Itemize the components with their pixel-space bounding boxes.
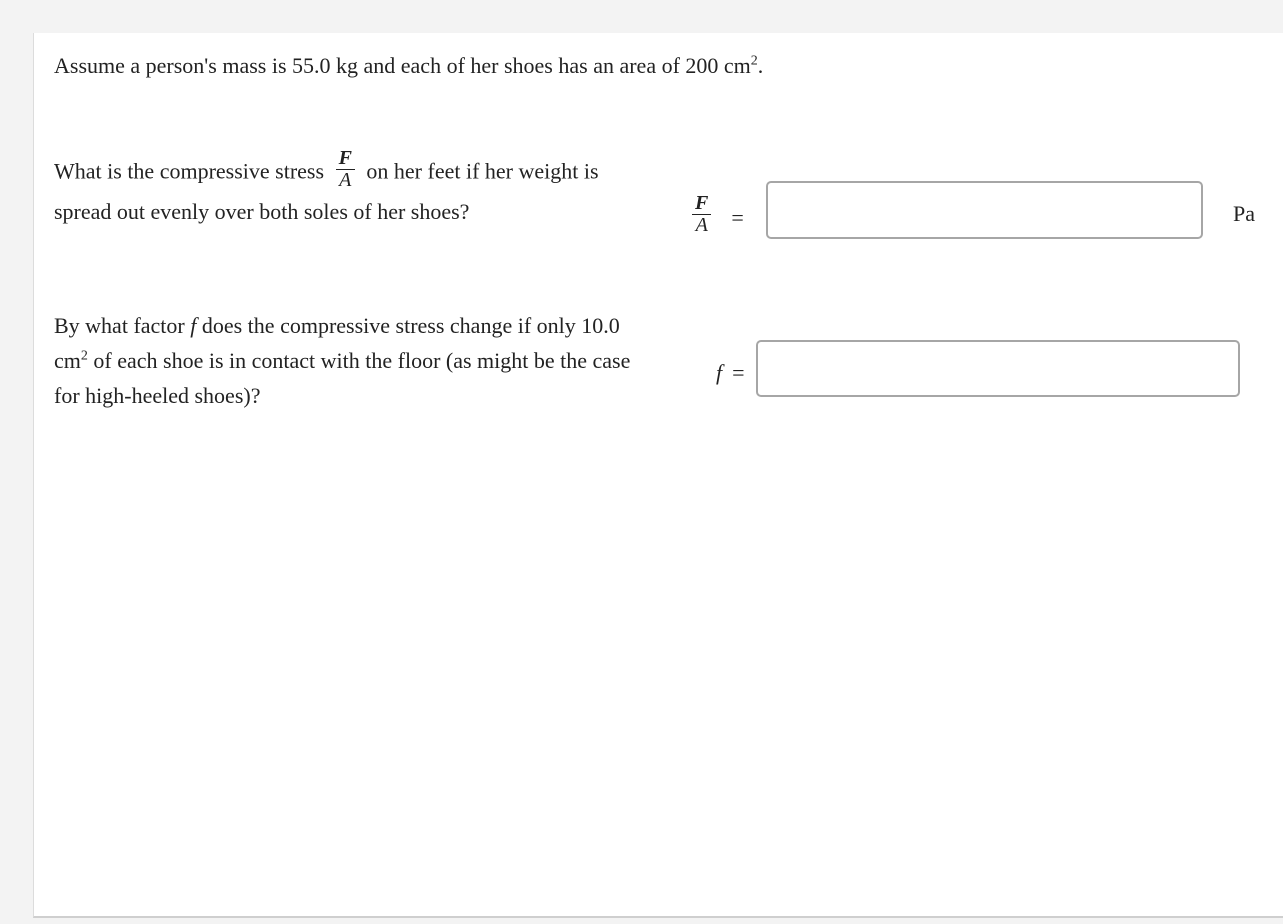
answer-1-fraction [692, 191, 711, 236]
answer-2-equals: = [732, 360, 745, 385]
question-card [33, 33, 1283, 918]
question-1-text [54, 147, 654, 229]
q1-text-before: What is the compressive stress [54, 158, 325, 184]
problem-statement [54, 51, 763, 81]
q1-text-after: on her feet if her weight is spread out evenly over both soles of her shoes? [54, 158, 599, 224]
unit-label-pa: Pa [1233, 201, 1255, 226]
q2-text-mid: does the compressive stress change if only 10.0 cm [54, 313, 620, 373]
answer-2-label [686, 355, 745, 391]
question-2-text [54, 308, 654, 413]
intro-period: . [757, 53, 764, 78]
answer-2-variable: f [716, 360, 723, 385]
q2-superscript: 2 [80, 348, 88, 364]
fraction-denominator: A [339, 169, 352, 191]
factor-variable: f [190, 313, 197, 338]
factor-answer-input[interactable] [756, 340, 1240, 397]
q2-text-after: of each shoe is in contact with the floor (as might be the case for high-heeled shoes)? [54, 348, 631, 408]
intro-superscript: 2 [750, 53, 758, 69]
fraction-numerator: F [336, 149, 355, 170]
answer-1-equals: = [731, 205, 744, 230]
stress-answer-input[interactable] [766, 181, 1203, 239]
stress-fraction [336, 149, 355, 190]
q2-text-before: By what factor [54, 313, 185, 338]
answer-1-numerator: F [692, 194, 711, 215]
answer-1-denominator: A [695, 213, 708, 236]
intro-text: Assume a person's mass is 55.0 kg and each of her shoes has an area of 200 cm [54, 53, 751, 78]
answer-1-label [686, 188, 744, 248]
